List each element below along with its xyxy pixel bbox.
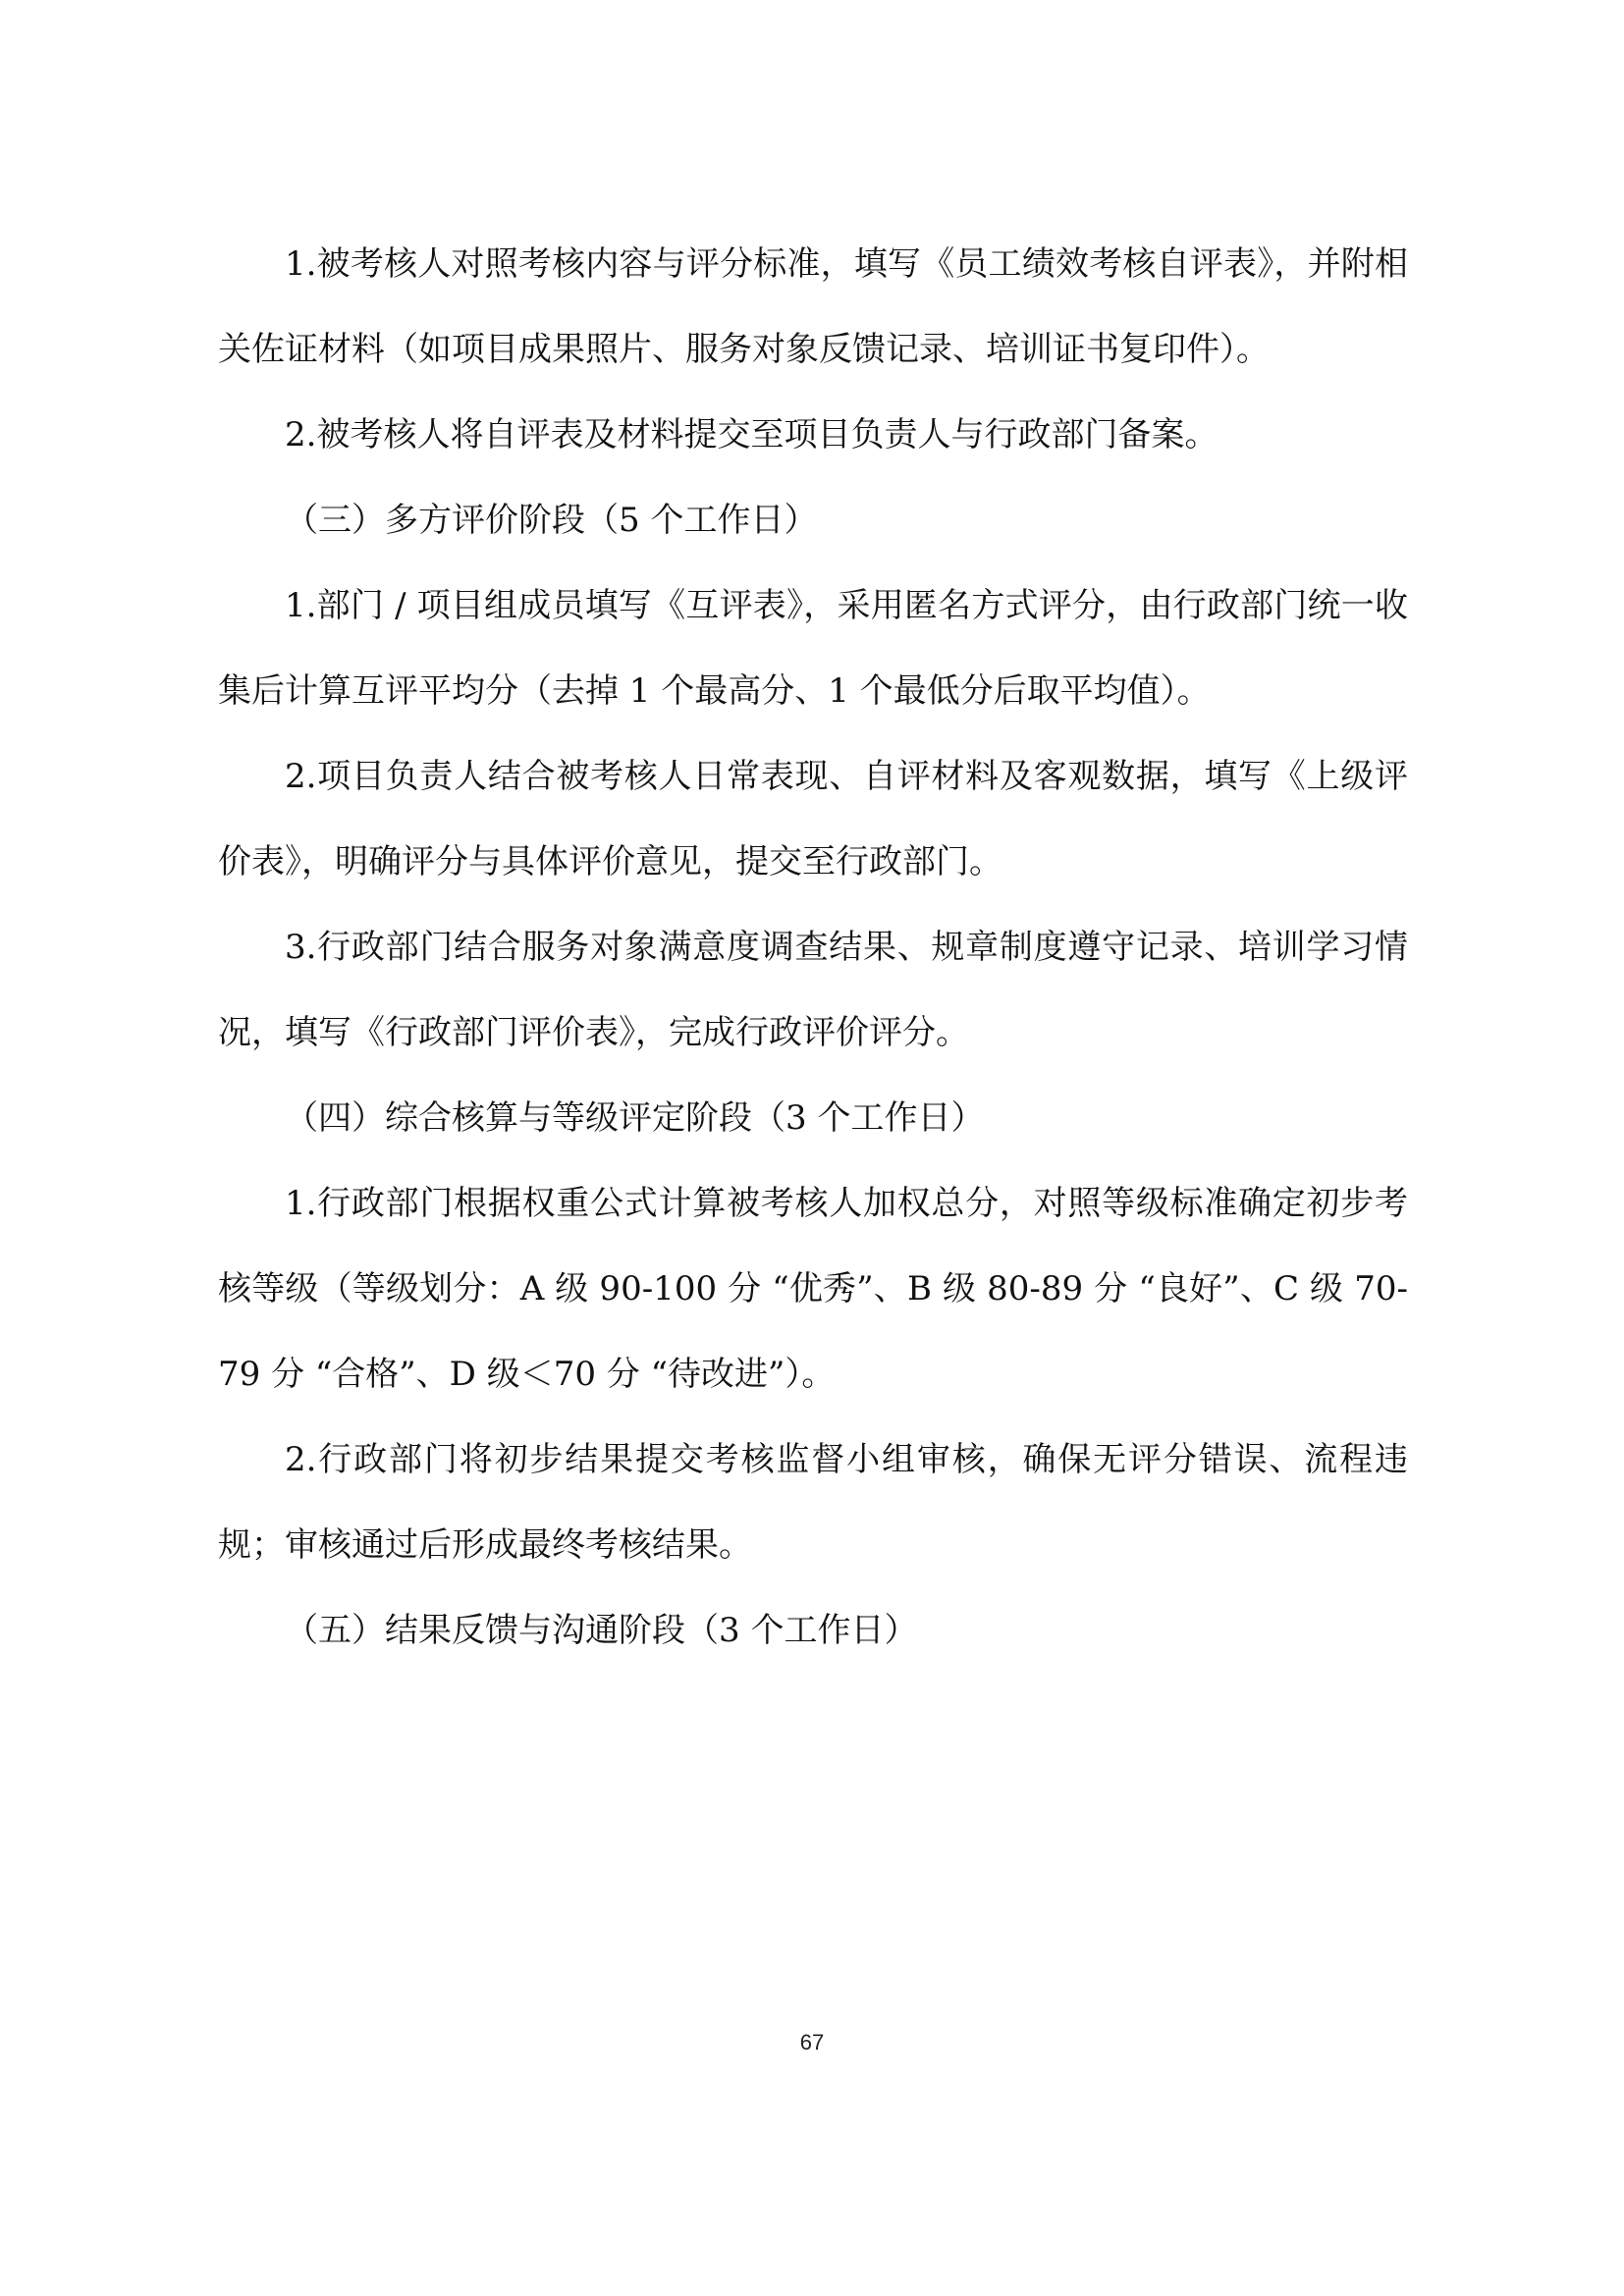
document-body <box>218 222 1408 1674</box>
section-heading-feedback: （五）结果反馈与沟通阶段（3 个工作日） <box>285 1611 918 1650</box>
paragraph-weighted-score: 1.行政部门根据权重公式计算被考核人加权总分，对照等级标准确定初步考核等级（等级划分：A 级 90-100 分 “优秀”、B 级 80-89 分 “良好”、C 级 70-79 分 “合格”、D 级＜70 分 “待改进”）。 <box>218 1184 1408 1394</box>
section-heading-multi-evaluation: （三）多方评价阶段（5 个工作日） <box>285 501 818 540</box>
paragraph-audit: 2.行政部门将初步结果提交考核监督小组审核，确保无评分错误、流程违规；审核通过后形成最终考核结果。 <box>218 1440 1408 1565</box>
paragraph-self-evaluation-form: 1.被考核人对照考核内容与评分标准，填写《员工绩效考核自评表》，并附相关佐证材料（如项目成果照片、服务对象反馈记录、培训证书复印件）。 <box>218 244 1408 369</box>
paragraph-peer-review: 1.部门 / 项目组成员填写《互评表》，采用匿名方式评分，由行政部门统一收集后计算互评平均分（去掉 1 个最高分、1 个最低分后取平均值）。 <box>218 586 1408 711</box>
paragraph-admin-review: 3.行政部门结合服务对象满意度调查结果、规章制度遵守记录、培训学习情况，填写《行政部门评价表》，完成行政评价评分。 <box>218 928 1408 1052</box>
section-heading-grading: （四）综合核算与等级评定阶段（3 个工作日） <box>285 1098 985 1138</box>
paragraph-submit-materials: 2.被考核人将自评表及材料提交至项目负责人与行政部门备案。 <box>285 415 1218 454</box>
paragraph-supervisor-review: 2.项目负责人结合被考核人日常表现、自评材料及客观数据，填写《上级评价表》，明确评分与具体评价意见，提交至行政部门。 <box>218 757 1408 881</box>
page-number: 67 <box>799 2030 825 2055</box>
